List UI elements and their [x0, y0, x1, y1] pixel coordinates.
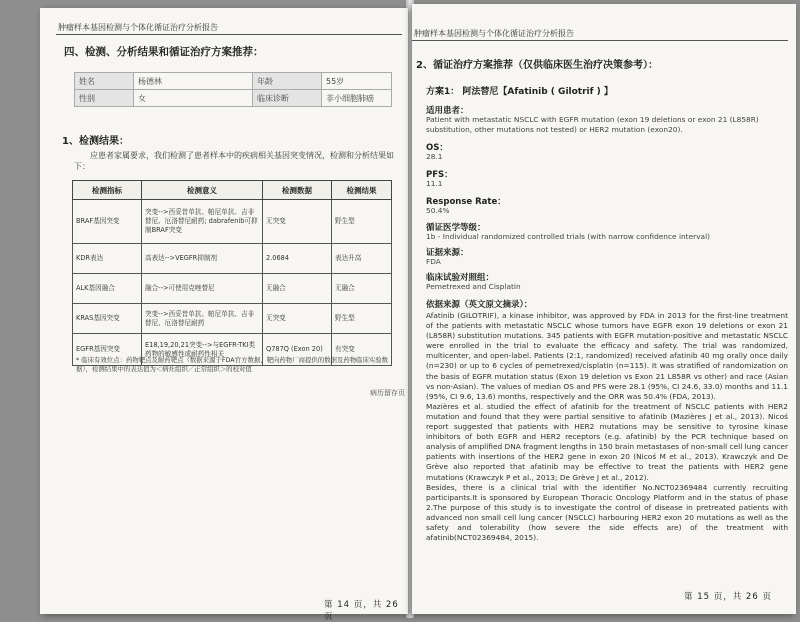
os-label: OS： — [426, 143, 448, 153]
cell: 高表达-->VEGFR抑制剂 — [142, 244, 263, 274]
results-intro: 应患者家属要求，我们检测了患者样本中的疾病相关基因突变情况，检测和分析结果如下： — [74, 151, 394, 171]
evidence-level-value: 1b - Individual randomized controlled trials (with narrow confidence interval) — [426, 232, 711, 241]
table-row — [73, 200, 392, 244]
col-header: 检测数据 — [263, 181, 332, 200]
col-header: 检测意义 — [142, 181, 263, 200]
results-table — [72, 180, 392, 366]
evidence-paragraph: Afatinib (GILOTRIF), a kinase inhibitor, was approved by FDA in 2013 for the first-line treatment of the patients with metastatic NSCLC whose tumors have EGFR exon 19 deletions or exon 21 (L858R) substitution mutations. 345 patients with EGFR mutation-positive and metastatic NSCLC were enrolled in the trial to evaluate the efficacy and safety. The trial was randomized, multicenter, and open-label. Patients (2:1, randomized) received afatinib 40 mg orally once daily (n=230) or up to 6 cycles of pemetrexed/cisplatin (n=115). It was stratified of randomization on the basis of EGFR mutation status (Exon 19 deletion vs Exon 21 L858R vs other) and race (Asian vs non-Asian). The values of median OS and PFS were 28.1 (95%, CI 24.6, 33.0) months and 11.1 (95%, CI 9.6, 13.6) months, respectively and the ORR was 50.4% (FDA, 2013). — [426, 311, 788, 401]
evidence-level-label: 循证医学等级： — [426, 223, 486, 233]
control-group-label: 临床试验对照组： — [426, 273, 495, 283]
cell: 2.0684 — [263, 244, 332, 274]
cell: 无突变 — [263, 200, 332, 244]
cell: E18,19,20,21突变-->与EGFR-TKI类药物的敏感性或耐药性相关 — [142, 334, 263, 366]
plan-title: 方案1： 阿法替尼【Afatinib ( Gilotrif ) 】 — [426, 87, 613, 97]
cell: KRAS基因突变 — [73, 304, 142, 334]
section-title: 2、循证治疗方案推荐（仅供临床医生治疗决策参考）： — [416, 60, 658, 71]
evidence-text — [426, 311, 788, 543]
evidence-basis-label: 依据来源（英文原文摘录）： — [426, 300, 533, 310]
diagnosis-value: 非小细胞肺癌 — [322, 90, 392, 107]
section-title: 四、检测、分析结果和循证治疗方案推荐： — [64, 46, 264, 58]
source-value: FDA — [426, 257, 441, 266]
record-mark: 病历留存页 — [370, 389, 405, 397]
cell: 表达升高 — [332, 244, 392, 274]
control-group-value: Pemetrexed and Cisplatin — [426, 282, 521, 291]
response-rate-value: 50.4% — [426, 206, 450, 215]
cell: KDR表达 — [73, 244, 142, 274]
diagnosis-label: 临床诊断 — [253, 90, 322, 107]
name-label: 姓名 — [75, 73, 134, 90]
cell: 融合-->可使用克唑替尼 — [142, 274, 263, 304]
patients-label: 适用患者： — [426, 106, 469, 116]
header-rule — [412, 40, 788, 41]
pfs-label: PFS： — [426, 170, 453, 180]
results-title: 1、检测结果： — [62, 136, 129, 147]
os-value: 28.1 — [426, 152, 443, 161]
cell: 野生型 — [332, 304, 392, 334]
age-label: 年龄 — [253, 73, 322, 90]
page-footer: 第 15 页，共 26 页 — [684, 592, 772, 602]
col-header: 检测结果 — [332, 181, 392, 200]
cell: Q787Q (Exon 20) — [263, 334, 332, 366]
table-row — [73, 244, 392, 274]
cell: 无融合 — [263, 274, 332, 304]
cell: EGFR基因突变 — [73, 334, 142, 366]
right-page — [412, 4, 796, 614]
age-value: 55岁 — [322, 73, 392, 90]
source-label: 证据来源： — [426, 248, 469, 258]
running-header: 肿瘤样本基因检测与个体化循证治疗分析报告 — [414, 29, 574, 38]
response-rate-label: Response Rate： — [426, 197, 506, 207]
evidence-paragraph: Mazières et al. studied the effect of afatinib for the treatment of NSCLC patients with HER2 mutation and found that they were partial sensitive to afatinib (Mazières J et al., 2013). Nicoś report suggested that patients with HER2 mutations may be sensitive to tyrosine kinase inhibitors of both EGFR and HER2 receptors (e.g. afatinib) by the PCR technique based on analysis of amplified DNA fragment lengths in 150 brain metastases of non-small cell lung cancer patients with insertions of the HER2 gene in exon 20 (Nicoś M et al., 2013). Krawczyk and De Grève also reported that afatinib may be effective to treat the patients with HER2 gene mutations (Krawczyk P et al., 2013; De Grève J et al., 2012). — [426, 401, 788, 482]
evidence-paragraph: Besides, there is a clinical trial with the identifier No.NCT02369484 currently recruiting participants.It is sponsored by European Thoracic Oncology Platform and in the status of phase 2.The purpose of this study is to investigate the control of disease in pretreated patients with advanced non small cell lung cancer (NSCLC) harbouring HER2 exon 20 mutations as well as the safety and tolerability (how severe the side effects are) of the treatment with afatinib(NCT02369484, 2015). — [426, 482, 788, 543]
patient-info-table — [74, 72, 392, 107]
cell: 突变-->西妥昔单抗、帕尼单抗、吉非替尼、厄洛替尼耐药 — [142, 304, 263, 334]
cell: BRAF基因突变 — [73, 200, 142, 244]
header-rule — [56, 34, 402, 35]
patients-value: Patient with metastatic NSCLC with EGFR mutation (exon 19 deletions or exon 21 (L858R) substitution, other mutations not tested) or HER2 mutation (exon20). — [426, 115, 759, 134]
cell: 野生型 — [332, 200, 392, 244]
pfs-value: 11.1 — [426, 179, 443, 188]
footnote: * 临床有效位点：药物靶点及耐药靶点（数据来源于FDA官方数据、靶向药物厂商提供的数据及药物临床实验数据），检测结果中的表达值为＜病灶组织／正常组织＞的校对值 — [76, 356, 389, 373]
gender-value: 女 — [134, 90, 253, 107]
left-page — [40, 8, 408, 622]
name-value: 杨德林 — [134, 73, 253, 90]
col-header: 检测指标 — [73, 181, 142, 200]
page-footer: 第 14 页，共 26 页 — [324, 600, 399, 622]
cell: 有突变 — [332, 334, 392, 366]
table-row — [73, 274, 392, 304]
cell: 无融合 — [332, 274, 392, 304]
cell: 无突变 — [263, 304, 332, 334]
gender-label: 性别 — [75, 90, 134, 107]
cell: ALK基因融合 — [73, 274, 142, 304]
running-header: 肿瘤样本基因检测与个体化循证治疗分析报告 — [58, 23, 218, 32]
table-row — [73, 304, 392, 334]
cell: 突变-->西妥昔单抗、帕尼单抗、吉非替尼、厄洛替尼耐药; dabrafenib可抑制BRAF突变 — [142, 200, 263, 244]
